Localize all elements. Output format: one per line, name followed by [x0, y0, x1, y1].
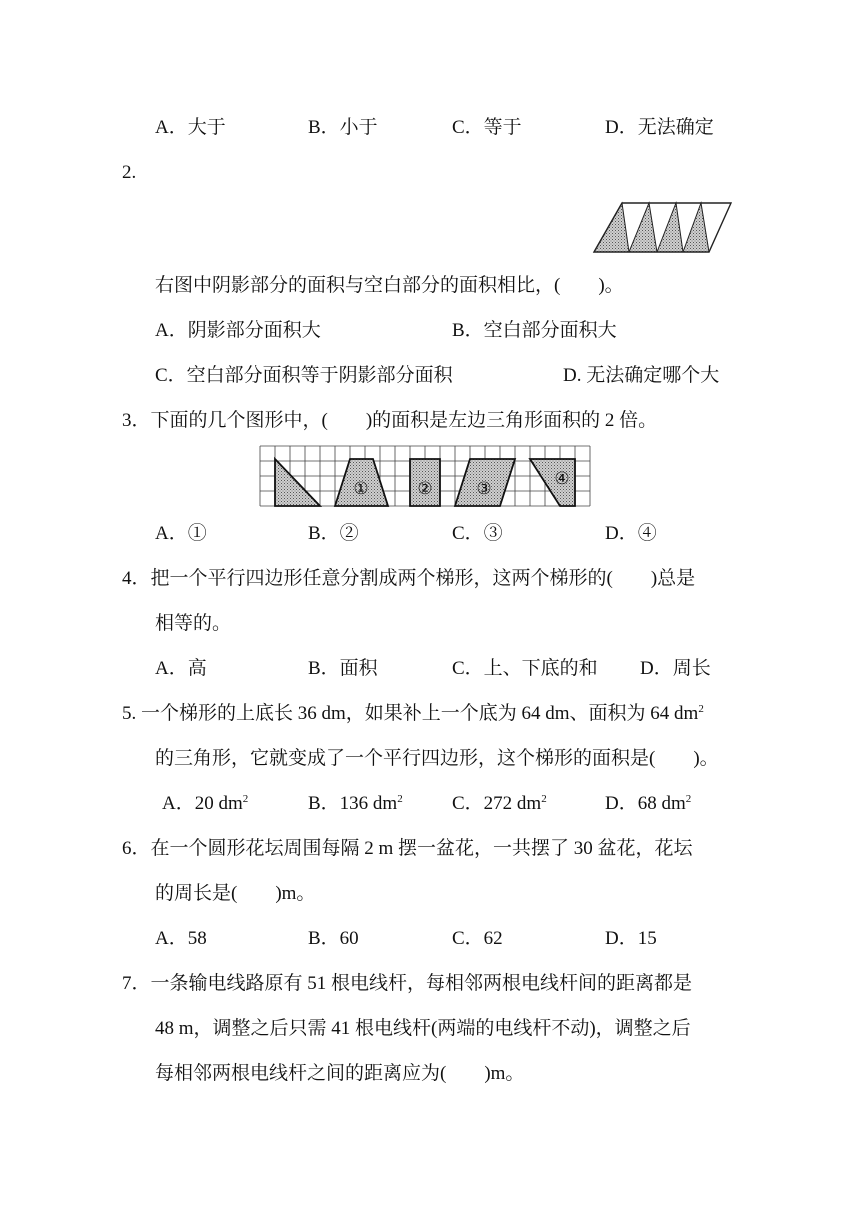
q1-option-b: B．小于	[308, 117, 378, 138]
q3-option-a: A．①	[155, 523, 207, 544]
q5-option-a-text: A．20 dm	[162, 793, 243, 814]
q5-option-b	[308, 794, 403, 813]
q6-stem-line1: 6．在一个圆形花坛周围每隔 2 m 摆一盆花，一共摆了 30 盆花，花坛	[122, 838, 693, 859]
q2-shaded-triangle	[683, 203, 709, 252]
q2-shaded-triangle	[629, 203, 657, 252]
q2-option-d: D. 无法确定哪个大	[563, 365, 720, 386]
q5-option-d	[605, 794, 691, 813]
q3-left-triangle	[275, 459, 320, 506]
q3-option-c: C．③	[452, 523, 503, 544]
q2-option-b: B．空白部分面积大	[452, 320, 617, 341]
q7-stem-line1: 7．一条输电线路原有 51 根电线杆，每相邻两根电线杆间的距离都是	[122, 973, 693, 994]
q2-shaded-triangle	[594, 203, 629, 252]
q4-option-b: B．面积	[308, 658, 378, 679]
q4-stem-line2: 相等的。	[155, 613, 232, 634]
q4-option-a: A．高	[155, 658, 207, 679]
q3-grid-figure	[260, 444, 600, 508]
q1-option-c: C．等于	[452, 117, 522, 138]
q7-stem-line3: 每相邻两根电线杆之间的距离应为( )m。	[155, 1063, 525, 1084]
q6-option-a: A．58	[155, 928, 207, 949]
q1-option-a: A．大于	[155, 117, 226, 138]
q5-option-c	[452, 794, 547, 813]
q6-option-d: D．15	[605, 928, 657, 949]
q6-stem-line2: 的周长是( )m。	[155, 883, 316, 904]
q3-label-3: ③	[476, 479, 492, 499]
q5-option-b-sup: 2	[397, 793, 403, 805]
q5-stem-line1-text: 5. 一个梯形的上底长 36 dm，如果补上一个底为 64 dm、面积为 64 dm	[122, 703, 699, 724]
q2-option-a: A．阴影部分面积大	[155, 320, 321, 341]
q3-label-4: ④	[554, 469, 570, 489]
q5-option-b-text: B．136 dm	[308, 793, 398, 814]
q3-option-d: D．④	[605, 523, 657, 544]
q4-option-d: D．周长	[640, 658, 711, 679]
q3-label-2: ②	[417, 479, 433, 499]
q5-option-c-text: C．272 dm	[452, 793, 542, 814]
q2-parallelogram-figure	[594, 200, 734, 256]
q1-option-d: D．无法确定	[605, 117, 714, 138]
q7-stem-line2: 48 m，调整之后只需 41 根电线杆(两端的电线杆不动)，调整之后	[155, 1018, 691, 1039]
q5-option-a	[162, 794, 248, 813]
q2-shaded-triangle	[657, 203, 683, 252]
q5-stem-line1-sup: 2	[698, 703, 704, 715]
q5-option-d-sup: 2	[685, 793, 692, 805]
q2-option-c: C．空白部分面积等于阴影部分面积	[155, 365, 453, 386]
q3-stem: 3．下面的几个图形中，( )的面积是左边三角形面积的 2 倍。	[122, 410, 658, 431]
q6-option-b: B．60	[308, 928, 359, 949]
q3-label-1: ①	[353, 479, 369, 499]
q2-number: 2.	[122, 162, 137, 183]
q5-stem-line1	[122, 704, 704, 723]
q4-option-c: C．上、下底的和	[452, 658, 598, 679]
q5-option-a-sup: 2	[242, 793, 249, 805]
q6-option-c: C．62	[452, 928, 503, 949]
q2-stem: 右图中阴影部分的面积与空白部分的面积相比，( )。	[155, 275, 624, 296]
q5-stem-line2: 的三角形，它就变成了一个平行四边形，这个梯形的面积是( )。	[155, 748, 719, 769]
q5-option-d-text: D．68 dm	[605, 793, 686, 814]
q4-stem-line1: 4．把一个平行四边形任意分割成两个梯形，这两个梯形的( )总是	[122, 568, 696, 589]
q5-option-c-sup: 2	[541, 793, 547, 805]
q3-option-b: B．②	[308, 523, 359, 544]
